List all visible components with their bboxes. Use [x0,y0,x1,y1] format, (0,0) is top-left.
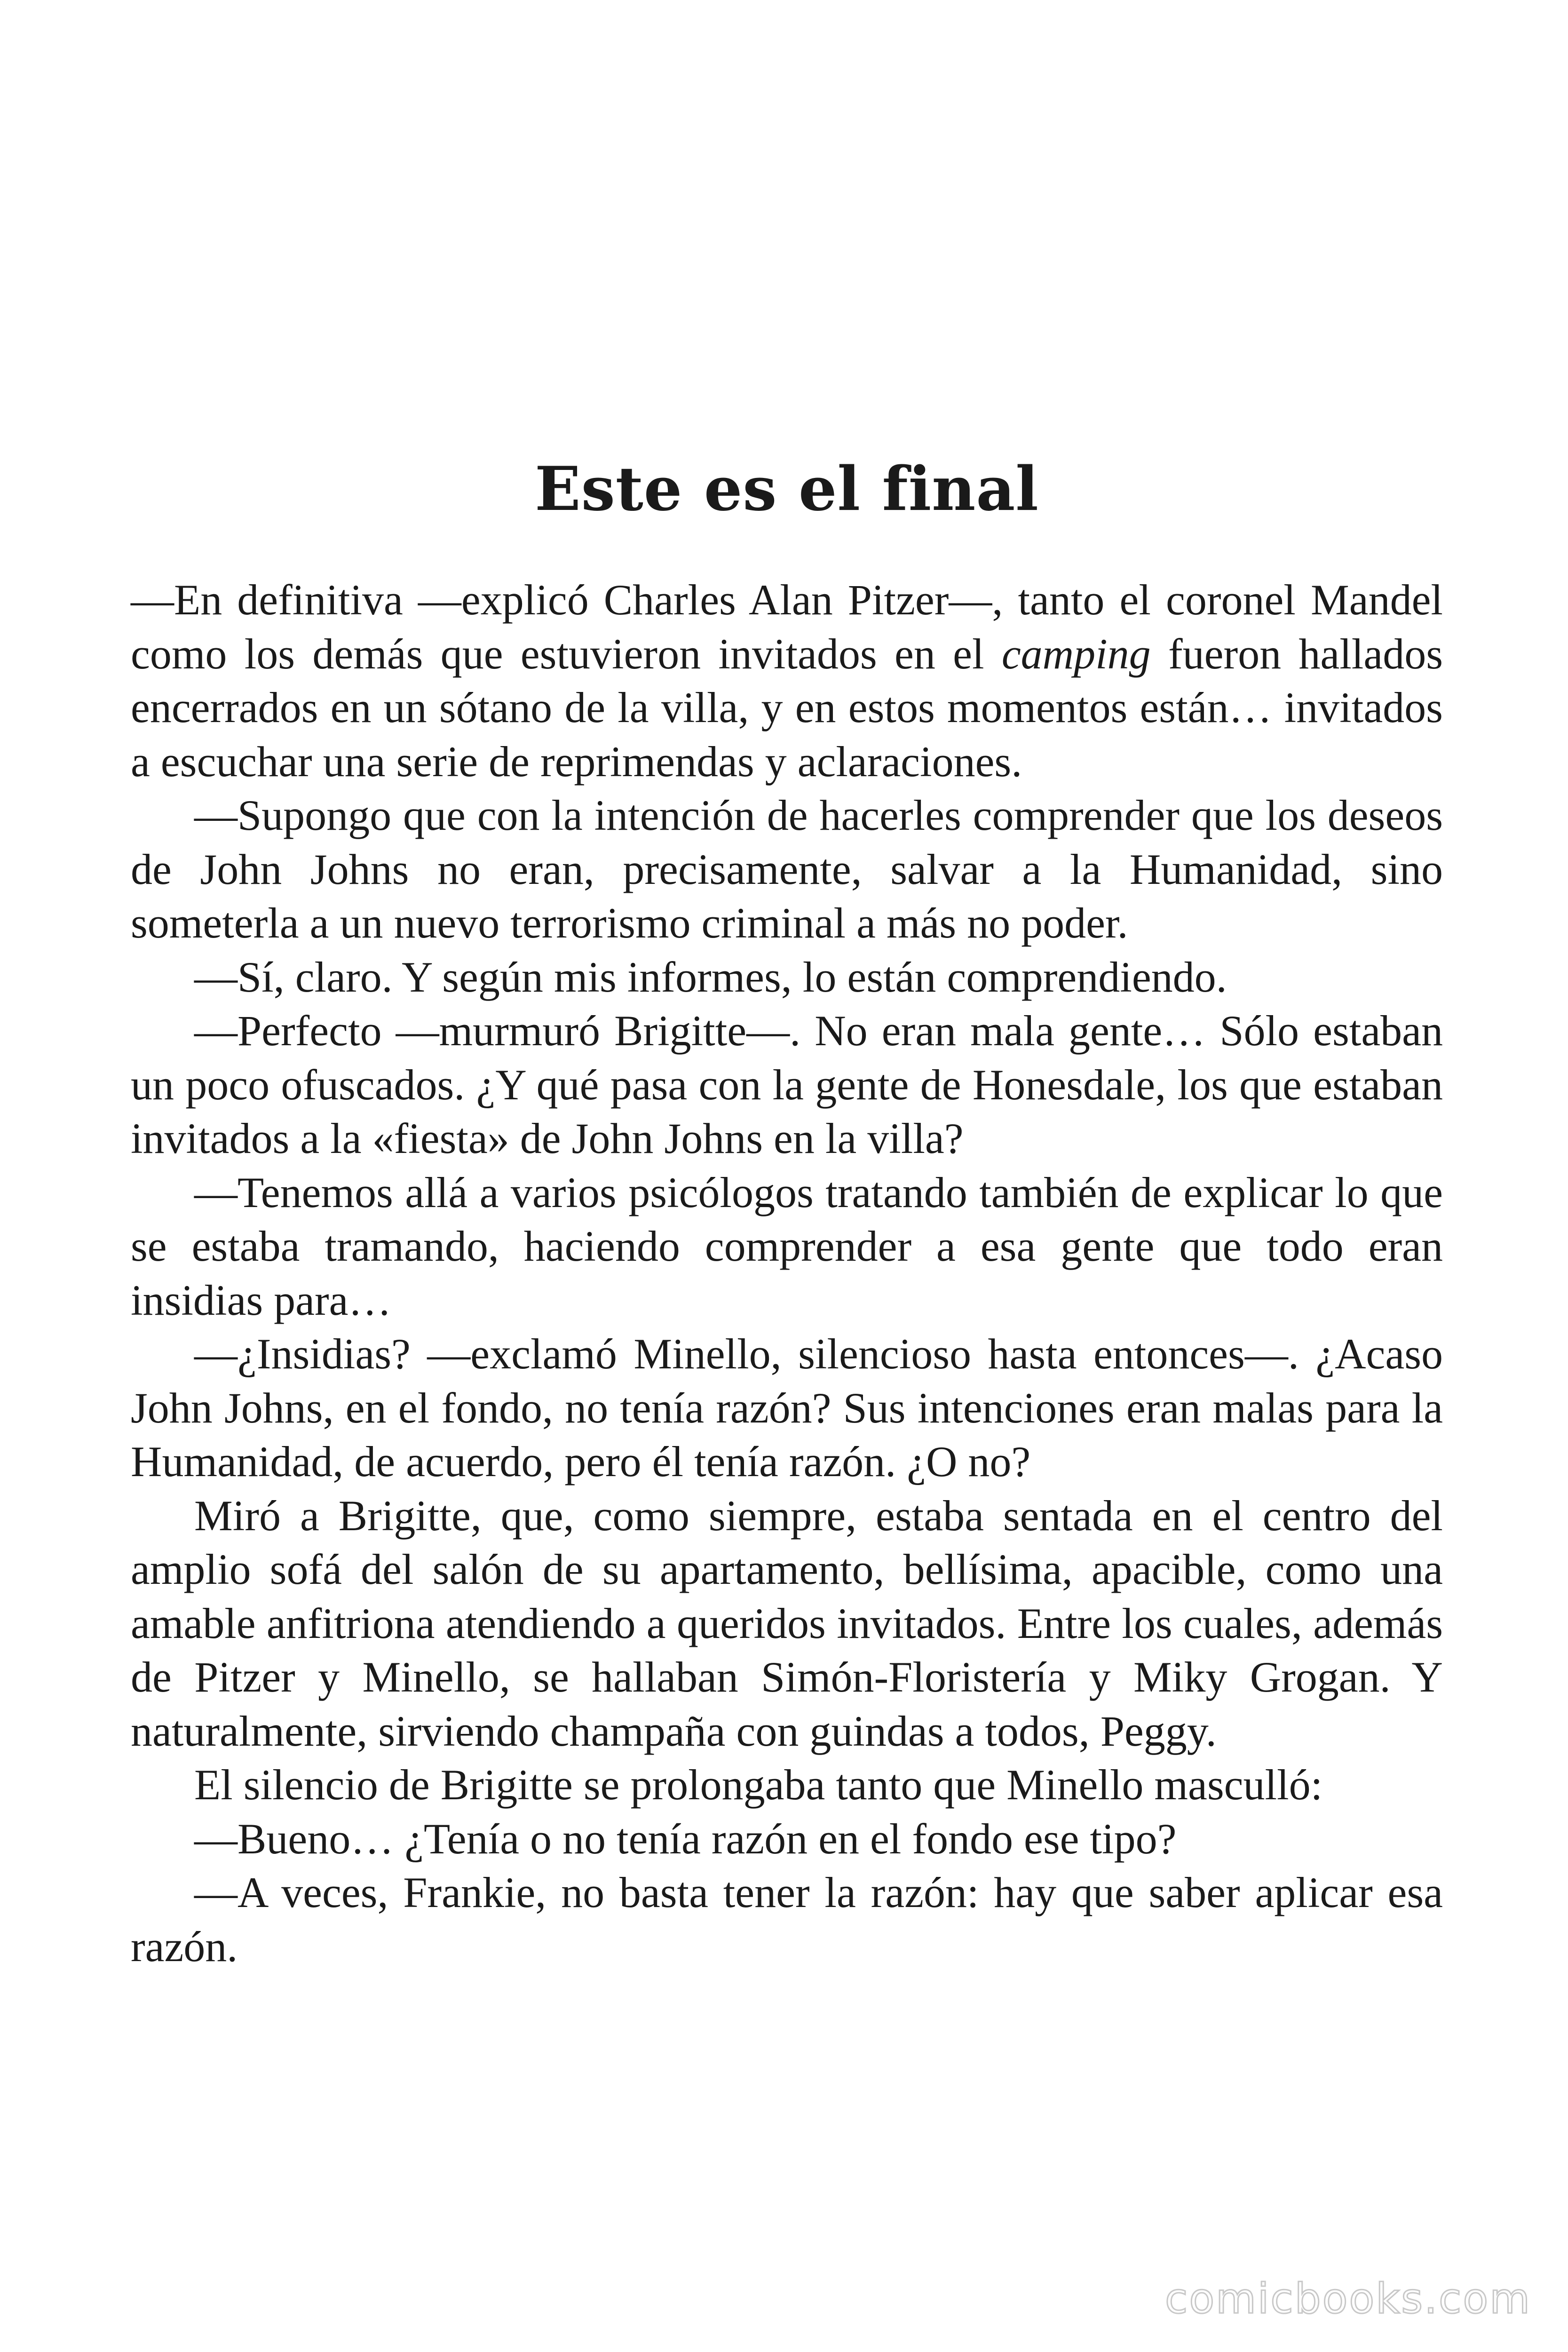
paragraph [131,1004,1443,1166]
paragraph-text: fueron hallados encerrados en un sótano de la villa, y en estos momentos están… invitados a escuchar una serie de reprimendas y aclaraciones. [131,629,1443,786]
paragraph-text: —Tenemos allá a varios psicólogos tratando también de explicar lo que se estaba tramando, haciendo comprender a esa gente que todo eran insidias para… [131,1168,1443,1324]
book-page [131,452,1443,1973]
paragraph-text: El silencio de Brigitte se prolongaba tanto que Minello masculló: [194,1761,1323,1809]
paragraph [131,1166,1443,1327]
paragraph-text: —Perfecto —murmuró Brigitte—. No eran mala gente… Sólo estaban un poco ofuscados. ¿Y qué pasa con la gente de Honesdale, los que estaban invitados a la «fiesta» de John Johns en la villa? [131,1007,1443,1162]
paragraph [131,1327,1443,1489]
chapter-body [131,573,1443,1973]
paragraph-text: —¿Insidias? —exclamó Minello, silencioso hasta entonces—. ¿Acaso John Johns, en el fondo, no tenía razón? Sus intenciones eran malas para la Humanidad, de acuerdo, pero él tenía razón. ¿O no? [131,1330,1443,1486]
paragraph [131,788,1443,950]
paragraph-text: —En definitiva —explicó Charles Alan Pitzer—, tanto el coronel Mandel como los demás que estuvieron invitados en el [131,576,1443,678]
paragraph [131,1812,1443,1866]
italic-word: camping [1001,629,1151,678]
site-watermark: comicbooks.com [1164,2274,1531,2323]
paragraph [131,1489,1443,1758]
paragraph-text: —Sí, claro. Y según mis informes, lo están comprendiendo. [194,953,1227,1001]
paragraph [131,573,1443,788]
paragraph-text: —A veces, Frankie, no basta tener la razón: hay que saber aplicar esa razón. [131,1868,1443,1971]
paragraph-text: Miró a Brigitte, que, como siempre, estaba sentada en el centro del amplio sofá del salón de su apartamento, bellísima, apacible, como una amable anfitriona atendiendo a queridos invitados. Entre los cuales, además de Pitzer y Minello, se hallaban Simón-Floristería y Miky Grogan. Y naturalmente, sirviendo champaña con guindas a todos, Peggy. [131,1491,1443,1755]
paragraph-text: —Bueno… ¿Tenía o no tenía razón en el fondo ese tipo? [194,1814,1177,1863]
chapter-title: Este es el final [535,454,1039,524]
paragraph-text: —Supongo que con la intención de hacerles comprender que los deseos de John Johns no eran, precisamente, salvar a la Humanidad, sino someterla a un nuevo terrorismo criminal a más no poder. [131,791,1443,947]
paragraph [131,1758,1443,1812]
paragraph [131,1866,1443,1973]
paragraph [131,950,1443,1004]
